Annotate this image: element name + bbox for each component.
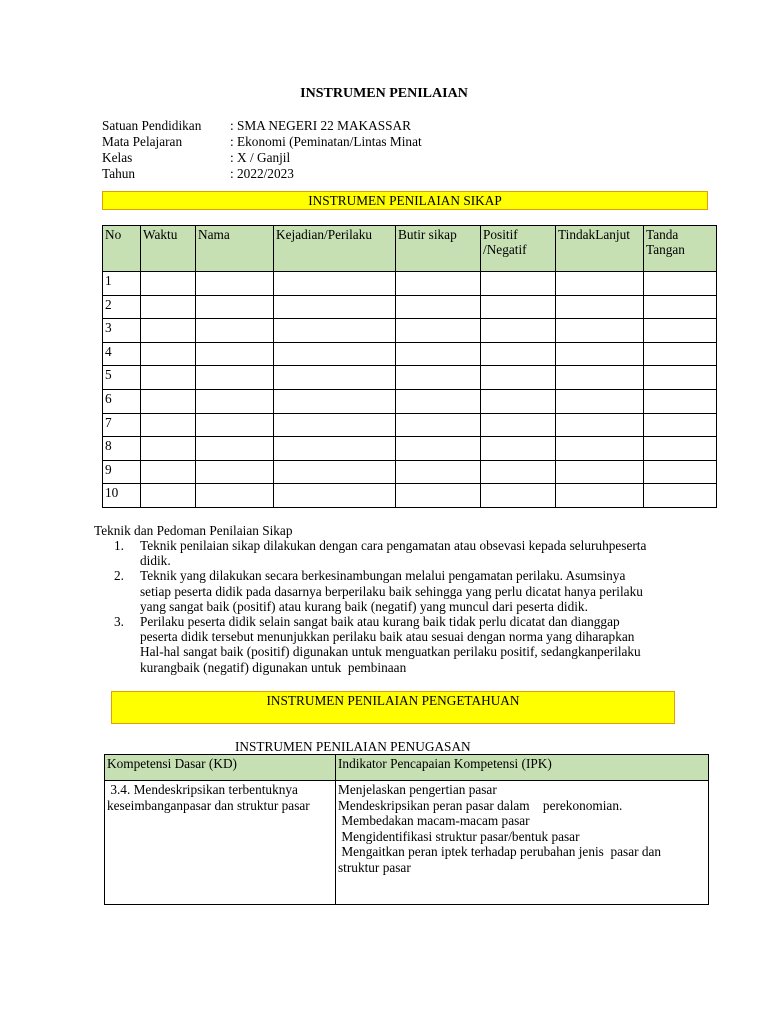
sikap-header-cell: Nama — [196, 226, 274, 272]
empty-cell — [141, 272, 196, 296]
empty-cell — [396, 295, 481, 319]
meta-label: Tahun — [102, 166, 136, 181]
list-line: Teknik penilaian sikap dilakukan dengan cara pengamatan atau obsevasi kepada seluruhpeserta — [140, 538, 647, 553]
empty-cell — [644, 460, 717, 484]
list-item — [114, 538, 714, 568]
empty-cell — [196, 413, 274, 437]
empty-cell — [644, 484, 717, 508]
row-number: 5 — [103, 366, 141, 390]
empty-cell — [196, 366, 274, 390]
meta-label: Satuan Pendidikan — [102, 118, 202, 133]
empty-cell — [141, 413, 196, 437]
header-ipk: Indikator Pencapaian Kompetensi (IPK) — [336, 755, 709, 781]
empty-cell — [396, 366, 481, 390]
penugasan-table — [104, 754, 709, 905]
list-line: kurangbaik (negatif) digunakan untuk pembinaan — [140, 659, 407, 675]
list-text — [140, 538, 714, 568]
ipk-line: Mendeskripsikan peran pasar dalam perekonomian. — [338, 797, 623, 813]
empty-cell — [196, 389, 274, 413]
empty-cell — [196, 484, 274, 508]
empty-cell — [141, 342, 196, 366]
table-row — [103, 484, 717, 508]
empty-cell — [481, 460, 556, 484]
list-line: Teknik yang dilakukan secara berkesinambungan melalui pengamatan perilaku. Asumsinya — [140, 568, 626, 584]
kd-line: keseimbanganpasar dan struktur pasar — [107, 797, 310, 813]
row-number: 1 — [103, 272, 141, 296]
empty-cell — [644, 437, 717, 461]
empty-cell — [556, 342, 644, 366]
list-line: didik. — [140, 553, 171, 569]
empty-cell — [481, 295, 556, 319]
empty-cell — [481, 366, 556, 390]
list-text — [140, 568, 714, 614]
list-line: Hal-hal sangat baik (positif) digunakan untuk menguatkan perilaku positif, sedangkanperilaku — [140, 644, 641, 660]
empty-cell — [396, 319, 481, 343]
empty-cell — [556, 366, 644, 390]
list-line: Perilaku peserta didik selain sangat baik atau kurang baik tidak perlu dicatat dan dianggap — [140, 614, 620, 629]
penugasan-title: INSTRUMEN PENILAIAN PENUGASAN — [235, 739, 471, 754]
ipk-line: struktur pasar — [338, 859, 411, 875]
list-number: 2. — [114, 568, 124, 584]
empty-cell — [481, 319, 556, 343]
empty-cell — [644, 366, 717, 390]
empty-cell — [196, 342, 274, 366]
meta-row — [102, 134, 422, 150]
row-number: 9 — [103, 460, 141, 484]
list-number: 1. — [114, 538, 124, 553]
row-number: 8 — [103, 437, 141, 461]
meta-value: : SMA NEGERI 22 MAKASSAR — [230, 118, 412, 133]
meta-row — [102, 150, 290, 166]
empty-cell — [556, 272, 644, 296]
teknik-heading: Teknik dan Pedoman Penilaian Sikap — [94, 523, 293, 538]
empty-cell — [644, 295, 717, 319]
empty-cell — [396, 272, 481, 296]
empty-cell — [274, 460, 396, 484]
empty-cell — [196, 460, 274, 484]
kd-line: 3.4. Mendeskripsikan terbentuknya — [107, 782, 298, 797]
row-number: 4 — [103, 342, 141, 366]
table-row — [103, 295, 717, 319]
sikap-header-cell: No — [103, 226, 141, 272]
empty-cell — [141, 460, 196, 484]
empty-cell — [644, 319, 717, 343]
empty-cell — [644, 342, 717, 366]
ipk-line: Mengaitkan peran iptek terhadap perubahan jenis pasar dan — [338, 844, 662, 859]
sikap-band-title: INSTRUMEN PENILAIAN SIKAP — [308, 193, 502, 208]
empty-cell — [274, 342, 396, 366]
row-number: 7 — [103, 413, 141, 437]
row-number: 10 — [103, 484, 141, 508]
table-row — [103, 389, 717, 413]
empty-cell — [556, 295, 644, 319]
meta-value: : Ekonomi (Peminatan/Lintas Minat — [230, 134, 422, 149]
list-item — [114, 614, 714, 675]
empty-cell — [396, 437, 481, 461]
empty-cell — [644, 272, 717, 296]
empty-cell — [481, 272, 556, 296]
sikap-header-cell: TindakLanjut — [556, 226, 644, 272]
empty-cell — [556, 460, 644, 484]
table-row — [103, 413, 717, 437]
sikap-table — [102, 225, 717, 508]
empty-cell — [196, 272, 274, 296]
empty-cell — [556, 484, 644, 508]
empty-cell — [556, 389, 644, 413]
row-number: 6 — [103, 389, 141, 413]
empty-cell — [396, 389, 481, 413]
empty-cell — [556, 319, 644, 343]
sikap-header-row — [103, 226, 717, 272]
list-line: setiap peserta didik pada dasarnya berperilaku baik sehingga yang perlu dicatat hanya perilaku — [140, 583, 643, 599]
table-row — [103, 366, 717, 390]
empty-cell — [274, 319, 396, 343]
empty-cell — [141, 389, 196, 413]
sikap-header-cell: Kejadian/Perilaku — [274, 226, 396, 272]
penugasan-header-row — [105, 755, 709, 781]
empty-cell — [196, 437, 274, 461]
list-line: yang sangat baik (positif) atau kurang baik (negatif) yang muncul dari peserta didik. — [140, 598, 588, 614]
ipk-line: Mengidentifikasi struktur pasar/bentuk pasar — [338, 828, 580, 844]
ipk-cell — [336, 781, 709, 905]
meta-value: : X / Ganjil — [230, 150, 291, 165]
empty-cell — [274, 437, 396, 461]
empty-cell — [481, 342, 556, 366]
meta-row — [102, 118, 411, 134]
empty-cell — [396, 413, 481, 437]
meta-label: Mata Pelajaran — [102, 134, 183, 149]
header-kd: Kompetensi Dasar (KD) — [105, 755, 336, 781]
empty-cell — [274, 272, 396, 296]
empty-cell — [396, 342, 481, 366]
empty-cell — [396, 484, 481, 508]
meta-label: Kelas — [102, 150, 133, 165]
penugasan-row — [105, 781, 709, 905]
meta-row — [102, 166, 294, 182]
pengetahuan-band-title: INSTRUMEN PENILAIAN PENGETAHUAN — [266, 693, 520, 708]
empty-cell — [196, 319, 274, 343]
empty-cell — [141, 484, 196, 508]
empty-cell — [556, 437, 644, 461]
empty-cell — [481, 413, 556, 437]
empty-cell — [481, 437, 556, 461]
pengetahuan-band — [111, 691, 675, 724]
list-text — [140, 614, 714, 675]
empty-cell — [274, 389, 396, 413]
empty-cell — [274, 295, 396, 319]
empty-cell — [481, 389, 556, 413]
empty-cell — [196, 295, 274, 319]
ipk-line: Membedakan macam-macam pasar — [338, 813, 530, 828]
empty-cell — [141, 295, 196, 319]
kd-cell — [105, 781, 336, 905]
ipk-line: Menjelaskan pengertian pasar — [338, 782, 497, 797]
sikap-body — [103, 272, 717, 508]
empty-cell — [274, 413, 396, 437]
empty-cell — [141, 319, 196, 343]
empty-cell — [396, 460, 481, 484]
sikap-band — [102, 191, 708, 210]
table-row — [103, 272, 717, 296]
table-row — [103, 342, 717, 366]
empty-cell — [141, 366, 196, 390]
empty-cell — [644, 413, 717, 437]
table-row — [103, 460, 717, 484]
sikap-header-cell: Positif /Negatif — [481, 226, 556, 272]
sikap-header-cell: Waktu — [141, 226, 196, 272]
list-line: peserta didik tersebut menunjukkan perilaku baik atau sesuai dengan norma yang diharapkan — [140, 629, 635, 645]
meta-value: : 2022/2023 — [230, 166, 294, 181]
sikap-header-cell: Tanda Tangan — [644, 226, 717, 272]
list-item — [114, 568, 714, 614]
row-number: 2 — [103, 295, 141, 319]
table-row — [103, 319, 717, 343]
document-title: INSTRUMEN PENILAIAN — [300, 86, 468, 101]
empty-cell — [644, 389, 717, 413]
empty-cell — [274, 366, 396, 390]
table-row — [103, 437, 717, 461]
empty-cell — [481, 484, 556, 508]
row-number: 3 — [103, 319, 141, 343]
list-number: 3. — [114, 614, 124, 629]
empty-cell — [556, 413, 644, 437]
empty-cell — [274, 484, 396, 508]
sikap-header-cell: Butir sikap — [396, 226, 481, 272]
empty-cell — [141, 437, 196, 461]
